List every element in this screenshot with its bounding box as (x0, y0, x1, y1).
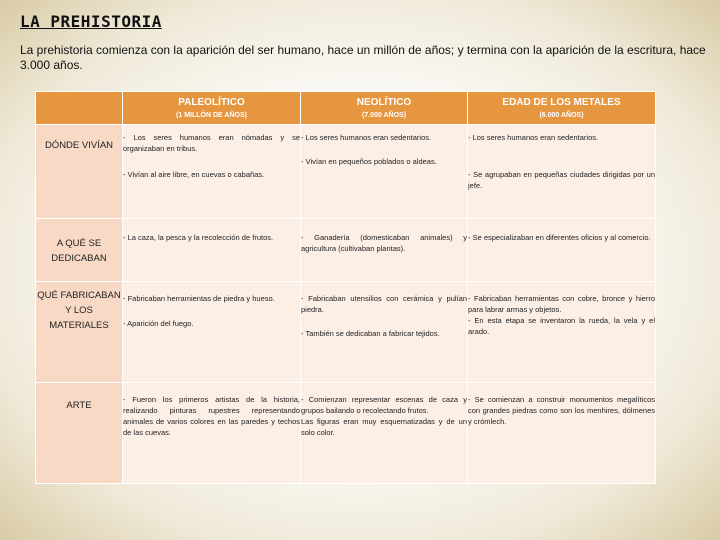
cell-text: - Fabricaban herramientas con cobre, bronce y hierro para labrar armas y objetos. (468, 294, 655, 314)
row-label: DÓNDE VIVÍAN (36, 125, 123, 219)
table-cell (468, 383, 656, 484)
cell-text: - Fabricaban herramientas de piedra y hueso. (123, 294, 275, 303)
table-cell (123, 219, 301, 282)
cell-text: - Se agrupaban en pequeñas ciudades dirigidas por un jefe. (468, 170, 655, 190)
table-cell (123, 383, 301, 484)
cell-text: - Vivían en pequeños poblados o aldeas. (301, 157, 437, 166)
header-neolitico (301, 92, 468, 125)
cell-text: Las figuras eran muy esquematizadas y de un solo color. (301, 417, 467, 437)
intro-paragraph: La prehistoria comienza con la aparición del ser humano, hace un millón de años; y termina con la aparición de la escritura, hace 3.000 años. (20, 43, 706, 72)
table-row (36, 282, 656, 383)
period-name: NEOLÍTICO (356, 97, 412, 108)
cell-text: - Los seres humanos eran sedentarios. (301, 133, 432, 142)
table-cell (301, 219, 468, 282)
table-row (36, 125, 656, 219)
table-header-row (36, 92, 656, 125)
table-cell (301, 125, 468, 219)
cell-text: - Comienzan representar escenas de caza y grupos bailando o recolectando frutos. (301, 395, 467, 415)
cell-text: - También se dedicaban a fabricar tejidos. (301, 329, 440, 338)
table-row (36, 383, 656, 484)
table-cell (468, 282, 656, 383)
table-cell (468, 219, 656, 282)
table-cell (123, 282, 301, 383)
row-label: ARTE (36, 383, 123, 484)
period-duration: (1 MILLÓN DE AÑOS) (176, 112, 247, 119)
table-row (36, 219, 656, 282)
cell-text: - En esta etapa se inventaron la rueda, la vela y el arado. (468, 316, 655, 336)
cell-text: - Se comienzan a construir monumentos megalíticos con grandes piedras como son los menhires, dólmenes y crómlech. (468, 395, 655, 426)
cell-text: - Fueron los primeros artistas de la historia, realizando pinturas rupestres representando animales de varios colores en las paredes y techos de las cuevas. (123, 395, 300, 437)
cell-text: - Vivían al aire libre, en cuevas o cabañas. (123, 170, 265, 179)
cell-text: - Se especializaban en diferentes oficios y al comercio. (468, 233, 651, 242)
table-cell (301, 282, 468, 383)
cell-text: - La caza, la pesca y la recolección de frutos. (123, 233, 274, 242)
header-corner-cell (36, 92, 123, 125)
row-label: QUÉ FABRICABAN Y LOS MATERIALES (36, 282, 123, 383)
cell-text: - Ganadería (domesticaban animales) y agricultura (cultivaban plantas). (301, 233, 467, 253)
cell-text: - Aparición del fuego. (123, 319, 194, 328)
table-cell (301, 383, 468, 484)
period-duration: (6.000 AÑOS) (539, 112, 584, 119)
page-title: LA PREHISTORIA (20, 12, 162, 31)
header-paleolitico (123, 92, 301, 125)
table-cell (468, 125, 656, 219)
prehistory-table (35, 91, 656, 484)
period-name: EDAD DE LOS METALES (502, 97, 621, 108)
row-label: A QUÉ SE DEDICABAN (36, 219, 123, 282)
cell-text: - Los seres humanos eran nómadas y se organizaban en tribus. (123, 133, 300, 153)
cell-text: - Fabricaban utensilios con cerámica y pulían piedra. (301, 294, 467, 314)
period-duration: (7.000 AÑOS) (361, 112, 407, 119)
header-edad-metales (468, 92, 656, 125)
cell-text: - Los seres humanos eran sedentarios. (468, 133, 599, 142)
table-cell (123, 125, 301, 219)
period-name: PALEOLÍTICO (178, 97, 245, 108)
